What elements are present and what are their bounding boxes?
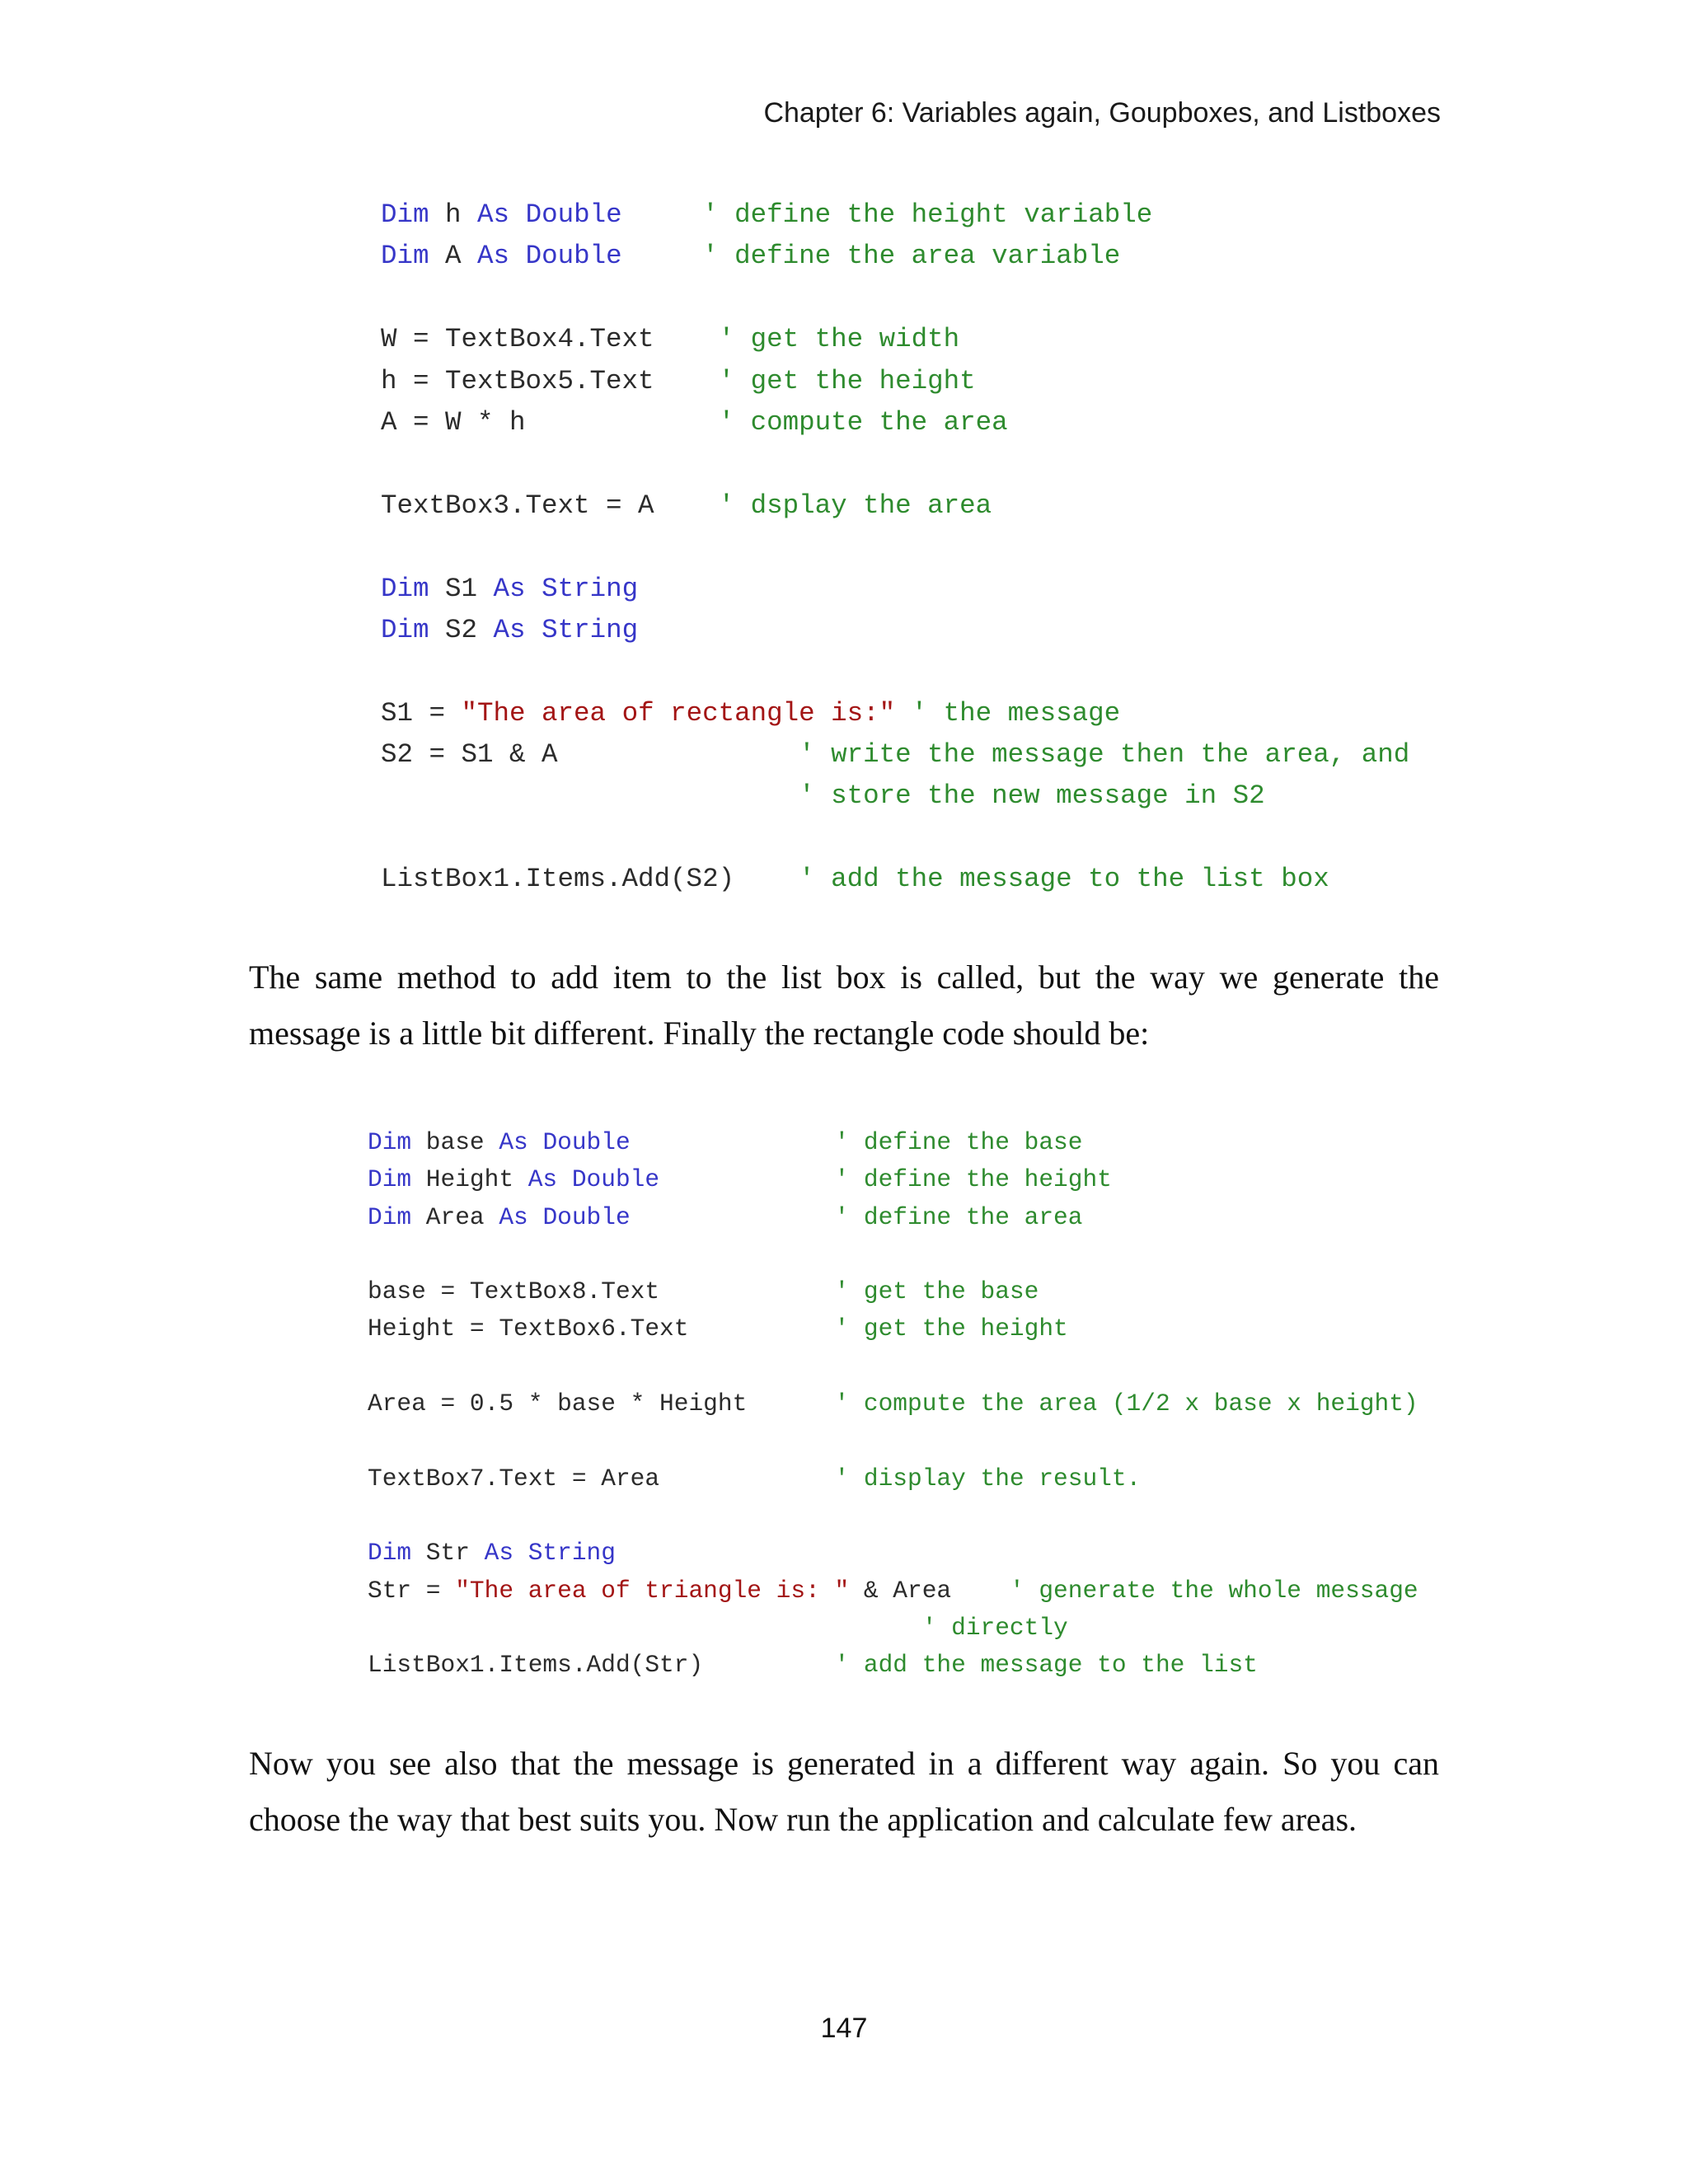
code-line bbox=[381, 569, 1409, 610]
code-line bbox=[368, 1310, 1418, 1347]
code-line bbox=[381, 776, 1409, 817]
code-text bbox=[526, 615, 542, 645]
code-line bbox=[381, 194, 1409, 236]
code-line bbox=[368, 1497, 1418, 1535]
code-comment: ' define the area bbox=[834, 1202, 1083, 1231]
code-text bbox=[659, 1165, 834, 1193]
code-text: base bbox=[411, 1128, 499, 1156]
code-line bbox=[368, 1199, 1418, 1236]
code-comment: ' compute the area (1/2 x base x height) bbox=[834, 1390, 1418, 1418]
code-text bbox=[622, 241, 703, 271]
code-keyword: Dim bbox=[381, 241, 429, 272]
code-text: Str = bbox=[368, 1576, 456, 1605]
code-line bbox=[368, 1348, 1418, 1385]
code-keyword: Double bbox=[542, 1202, 631, 1231]
code-line bbox=[368, 1460, 1418, 1497]
code-keyword: Double bbox=[525, 199, 622, 230]
code-text bbox=[631, 1128, 835, 1156]
code-line bbox=[381, 734, 1409, 776]
code-keyword: As bbox=[477, 199, 510, 230]
code-line bbox=[368, 1535, 1418, 1572]
code-keyword: String bbox=[542, 614, 639, 645]
code-comment: ' define the base bbox=[834, 1128, 1083, 1156]
code-keyword: Dim bbox=[381, 199, 429, 230]
code-text: S2 = S1 & A bbox=[381, 739, 799, 771]
code-comment: ' write the message then the area, and bbox=[799, 739, 1410, 771]
code-text: Height = TextBox6.Text bbox=[368, 1315, 835, 1343]
code-line bbox=[381, 610, 1409, 651]
code-comment: ' compute the area bbox=[718, 406, 1008, 438]
code-text: W = TextBox4.Text bbox=[381, 324, 719, 355]
code-text: S2 bbox=[429, 614, 494, 645]
code-line bbox=[368, 1385, 1418, 1422]
code-line bbox=[381, 527, 1409, 568]
code-comment: ' get the height bbox=[718, 365, 976, 396]
code-keyword: As bbox=[484, 1539, 514, 1568]
code-keyword: String bbox=[542, 573, 639, 604]
body-paragraph: The same method to add item to the list box is called, but the way we generate the message is a little bit different. Finally the rectangle code should be: bbox=[249, 958, 1439, 1052]
code-line bbox=[381, 693, 1409, 734]
code-keyword: As bbox=[477, 241, 510, 272]
code-block-rectangle-message bbox=[381, 194, 1409, 901]
code-comment: ' define the height bbox=[834, 1165, 1112, 1194]
code-text bbox=[528, 1203, 543, 1231]
code-string: "The area of rectangle is:" bbox=[461, 697, 896, 729]
code-text: Area bbox=[411, 1202, 499, 1231]
code-line bbox=[368, 1610, 1418, 1647]
code-line bbox=[368, 1572, 1418, 1610]
code-text bbox=[381, 780, 799, 811]
code-line bbox=[381, 278, 1409, 319]
code-comment: ' directly bbox=[921, 1613, 1068, 1642]
code-text: S1 = bbox=[381, 697, 462, 729]
code-comment: ' dsplay the area bbox=[718, 490, 992, 521]
code-keyword: As bbox=[493, 573, 526, 604]
code-comment: ' get the base bbox=[834, 1277, 1039, 1306]
code-text bbox=[528, 1128, 543, 1156]
code-block-triangle bbox=[368, 1124, 1418, 1684]
code-keyword: Dim bbox=[368, 1165, 412, 1194]
code-comment: ' store the new message in S2 bbox=[799, 780, 1265, 812]
code-text bbox=[509, 199, 526, 230]
code-keyword: As bbox=[528, 1165, 558, 1194]
code-keyword: Dim bbox=[368, 1202, 412, 1231]
code-text bbox=[631, 1203, 835, 1231]
code-text: Area = 0.5 * base * Height bbox=[368, 1390, 835, 1418]
code-line bbox=[368, 1124, 1418, 1161]
code-line bbox=[368, 1422, 1418, 1460]
code-line bbox=[368, 1273, 1418, 1310]
code-keyword: As bbox=[499, 1202, 528, 1231]
code-text: base = TextBox8.Text bbox=[368, 1277, 835, 1306]
code-text: h = TextBox5.Text bbox=[381, 365, 719, 396]
code-text: & Area bbox=[849, 1576, 1010, 1605]
code-text bbox=[513, 1539, 528, 1567]
code-comment: ' generate the whole message bbox=[1009, 1576, 1418, 1605]
chapter-header: Chapter 6: Variables again, Goupboxes, and Listboxes bbox=[763, 97, 1441, 129]
code-text bbox=[526, 574, 542, 604]
code-line bbox=[368, 1647, 1418, 1684]
code-keyword: As bbox=[499, 1128, 528, 1156]
code-text: TextBox7.Text = Area bbox=[368, 1464, 835, 1493]
code-text: ListBox1.Items.Add(Str) bbox=[368, 1651, 835, 1680]
code-line bbox=[381, 443, 1409, 485]
code-text: ListBox1.Items.Add(S2) bbox=[381, 864, 799, 895]
code-text bbox=[557, 1165, 572, 1193]
code-comment: ' display the result. bbox=[834, 1464, 1142, 1493]
code-keyword: Double bbox=[542, 1128, 631, 1156]
code-line bbox=[381, 402, 1409, 443]
code-comment: ' add the message to the list bbox=[834, 1651, 1258, 1680]
code-text: h bbox=[429, 199, 478, 230]
code-line bbox=[381, 485, 1409, 527]
code-line bbox=[368, 1236, 1418, 1273]
code-line bbox=[381, 651, 1409, 692]
code-text bbox=[509, 241, 526, 271]
code-comment: ' add the message to the list box bbox=[799, 864, 1329, 895]
code-line bbox=[381, 319, 1409, 360]
code-comment: ' define the height variable bbox=[702, 199, 1153, 230]
code-keyword: Dim bbox=[381, 614, 429, 645]
code-text: A bbox=[429, 241, 478, 272]
code-text bbox=[622, 199, 703, 230]
code-text: TextBox3.Text = A bbox=[381, 490, 719, 521]
page-number: 147 bbox=[820, 2013, 868, 2044]
code-text bbox=[895, 698, 912, 729]
code-comment: ' the message bbox=[911, 697, 1121, 729]
code-keyword: Double bbox=[571, 1165, 660, 1194]
code-line bbox=[381, 361, 1409, 402]
code-keyword: String bbox=[528, 1539, 616, 1568]
code-text: Height bbox=[411, 1165, 528, 1194]
code-line bbox=[381, 236, 1409, 277]
code-text bbox=[368, 1614, 922, 1642]
code-string: "The area of triangle is: " bbox=[455, 1576, 850, 1605]
code-keyword: Dim bbox=[368, 1128, 412, 1156]
code-keyword: As bbox=[493, 614, 526, 645]
code-keyword: Dim bbox=[368, 1539, 412, 1568]
code-line bbox=[381, 859, 1409, 900]
code-keyword: Double bbox=[525, 241, 622, 272]
code-line bbox=[368, 1161, 1418, 1198]
code-text: A = W * h bbox=[381, 406, 719, 438]
code-comment: ' get the height bbox=[834, 1315, 1068, 1343]
code-text: S1 bbox=[429, 573, 494, 604]
code-line bbox=[381, 818, 1409, 859]
code-keyword: Dim bbox=[381, 573, 429, 604]
code-comment: ' define the area variable bbox=[702, 241, 1121, 272]
code-text: Str bbox=[411, 1539, 485, 1568]
body-paragraph: Now you see also that the message is generated in a different way again. So you can choose the way that best suits you. Now run the application and calculate few areas. bbox=[249, 1745, 1439, 1838]
code-comment: ' get the width bbox=[718, 324, 960, 355]
